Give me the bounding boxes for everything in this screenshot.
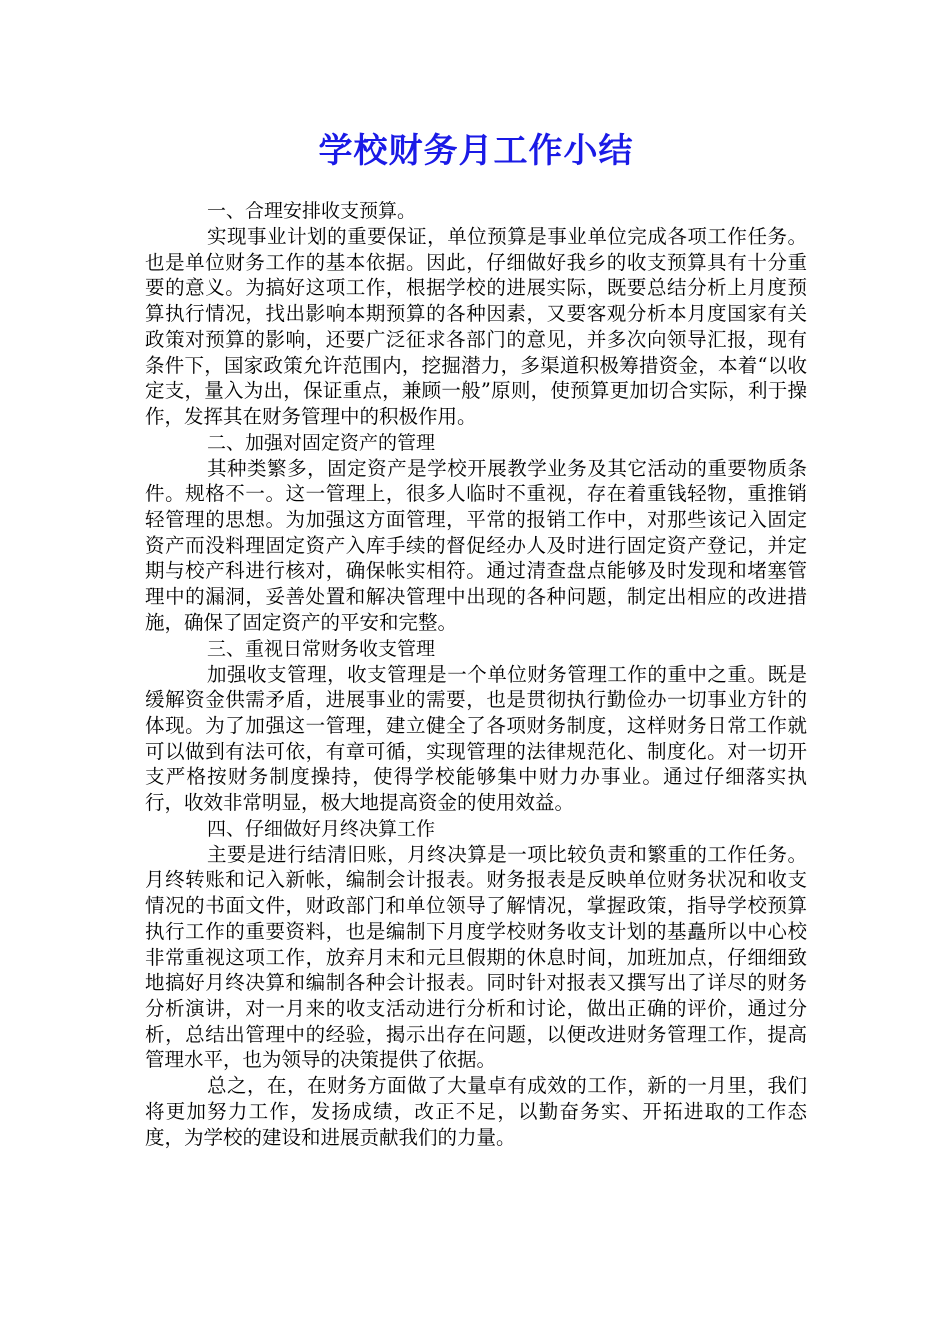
section-2 [145,430,807,636]
section-body: 实现事业计划的重要保证，单位预算是事业单位完成各项工作任务。也是单位财务工作的基本依据。因此，仔细做好我乡的收支预算具有十分重要的意义。为搞好这项工作，根据学校的进展实际，既要总结分析上月度预算执行情况，找出影响本期预算的各种因素，又要客观分析本月度国家有关政策对预算的影响，还要广泛征求各部门的意见，并多次向领导汇报，现有条件下，国家政策允许范围内，挖掘潜力，多渠道积极筹措资金，本着“以收定支，量入为出，保证重点，兼顾一般”原则，使预算更加切合实际，利于操作，发挥其在财务管理中的积极作用。 [145,225,807,428]
section-heading: 三、重视日常财务收支管理 [207,637,436,660]
conclusion-paragraph: 总之，在，在财务方面做了大量卓有成效的工作，新的一月里，我们将更加努力工作，发扬成绩，改正不足，以勤奋务实、开拓进取的工作态度，为学校的建设和进展贡献我们的力量。 [145,1074,807,1149]
section-body: 主要是进行结清旧账，月终决算是一项比较负责和繁重的工作任务。月终转账和记入新帐，编制会计报表。财务报表是反映单位财务状况和收支情况的书面文件，财政部门和单位领导了解情况，掌握政策，指导学校预算执行工作的重要资料，也是编制下月度学校财务收支计划的基矗所以中心校非常重视这项工作，放弃月末和元旦假期的休息时间，加班加点，仔细细致地搞好月终决算和编制各种会计报表。同时针对报表又撰写出了详尽的财务分析演讲，对一月来的收支活动进行分析和讨论，做出正确的评价，通过分析，总结出管理中的经验，揭示出存在问题，以便改进财务管理工作，提高管理水平，也为领导的决策提供了依据。 [145,842,807,1072]
section-3 [145,636,807,816]
section-body: 其种类繁多，固定资产是学校开展教学业务及其它活动的重要物质条件。规格不一。这一管理上，很多人临时不重视，存在着重钱轻物，重推销轻管理的思想。为加强这方面管理，平常的报销工作中，对那些该记入固定资产而没料理固定资产入库手续的督促经办人及时进行固定资产登记，并定期与校产科进行核对，确保帐实相符。通过清查盘点能够及时发现和堵塞管理中的漏洞，妥善处置和解决管理中出现的各种问题，制定出相应的改进措施，确保了固定资产的平安和完整。 [145,456,807,634]
section-heading: 四、仔细做好月终决算工作 [207,817,436,840]
section-4 [145,816,807,1073]
document-title: 学校财务月工作小结 [318,131,634,171]
section-heading: 二、加强对固定资产的管理 [207,431,436,454]
section-1 [145,198,807,430]
section-heading: 一、合理安排收支预算。 [207,200,417,222]
section-body: 加强收支管理，收支管理是一个单位财务管理工作的重中之重。既是缓解资金供需矛盾，进展事业的需要，也是贯彻执行勤俭办一切事业方针的体现。为了加强这一管理，建立健全了各项财务制度，这样财务日常工作就可以做到有法可依，有章可循，实现管理的法律规范化、制度化。对一切开支严格按财务制度操持，使得学校能够集中财力办事业。通过仔细落实执行，收效非常明显，极大地提高资金的使用效益。 [145,662,807,815]
document-page [145,118,807,1150]
